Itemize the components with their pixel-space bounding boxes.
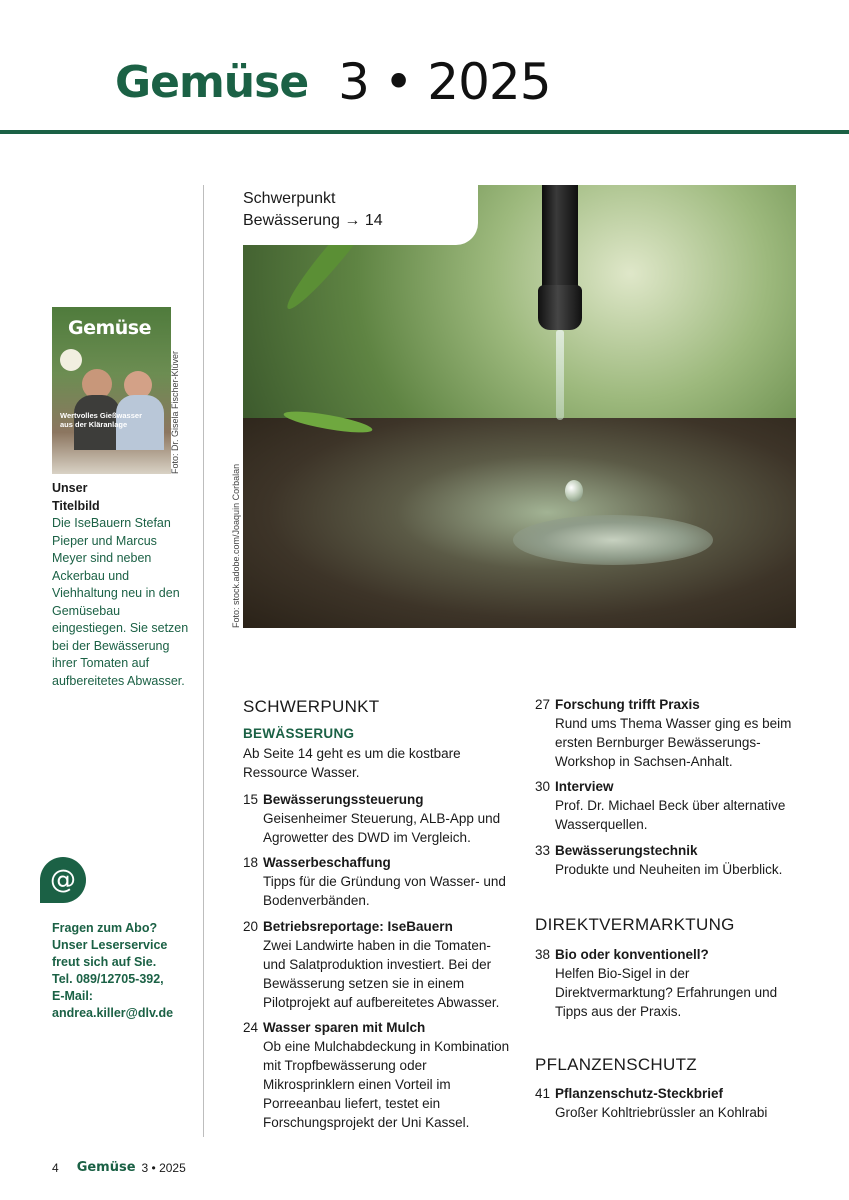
section-heading-pflanzenschutz: PFLANZENSCHUTZ [535,1055,697,1074]
subheading-bewaesserung: BEWÄSSERUNG [243,726,355,741]
toc-page-number: 24 [243,1020,259,1035]
header-rule [0,130,849,134]
cover-badge [60,349,82,371]
magazine-logo: Gemüse [115,56,309,108]
toc-entry-title: Pflanzenschutz-Steckbrief [555,1086,724,1101]
page-number: 4 [52,1160,59,1175]
toc-entry-title: Bewässerungssteuerung [263,792,424,807]
toc-entry-title: Interview [555,779,614,794]
focus-label[interactable] [243,185,478,245]
focus-label-line: Bewässerung → 14 [243,212,383,229]
cover-photo-credit: Foto: Dr. Gisela Fischer-Klüver [170,350,180,474]
toc-entry[interactable] [243,853,513,910]
service-email-link[interactable]: andrea.killer@dlv.de [52,1006,174,1020]
toc-entry-description: Ob eine Mulchabdeckung in Kombination mit Tropfbewässerung oder Mikrosprinklern einen Vorteil im Porreeanbau liefert, testet ein Forschungsprojekt der Uni Kassel. [263,1039,510,1130]
service-line: Unser Leserservice [52,938,168,952]
hero-photo-credit: Foto: stock.adobe.com/Joaquin Corbalan [231,463,241,628]
photo-puddle [513,515,713,565]
caption-title-line: Unser [52,481,88,495]
toc-entry-description: Helfen Bio-Sigel in der Direktvermarktung? Erfahrungen und Tipps aus der Praxis. [555,966,778,1019]
toc-entry[interactable] [243,790,513,847]
service-line: freut sich auf Sie. [52,955,157,969]
toc-page-number: 30 [535,779,551,794]
toc-entry-description: Prof. Dr. Michael Beck über alternative Wasserquellen. [555,798,786,832]
photo-drip-nozzle [538,285,582,330]
toc-page-number: 33 [535,843,551,858]
toc-entry-description: Produkte und Neuheiten im Überblick. [555,862,783,877]
cover-logo: Gemüse [68,317,152,339]
toc-entry[interactable] [535,841,805,879]
reader-service-block [52,920,202,1022]
section-intro: Ab Seite 14 geht es um die kostbare Ressource Wasser. [243,746,461,780]
caption-text: Die IseBauern Stefan Pieper und Marcus Meyer sind neben Ackerbau und Viehhaltung neu in den Gemüsebau eingestiegen. Sie setzen bei der Bewässerung ihrer Tomaten auf aufbereitetes Abwasser. [52,516,189,688]
toc-entry-title: Bio oder konventionell? [555,947,709,962]
cover-teaser: Wertvolles Gießwasser aus der Kläranlage [60,411,142,429]
photo-soil [243,418,796,628]
caption-title-line: Titelbild [52,498,100,513]
issue-number: 3 • 2025 [338,53,551,111]
toc-entry-description: Rund ums Thema Wasser ging es beim ersten Bernburger Bewässerungs-Workshop in Sachsen-Anhalt. [555,716,792,769]
toc-entry[interactable] [535,777,805,834]
service-line: Fragen zum Abo? [52,921,158,935]
service-line: E-Mail: [52,989,93,1003]
toc-entry-description: Großer Kohltriebrüssler an Kohlrabi [555,1105,768,1120]
cover-thumbnail [52,307,171,474]
page-footer [52,1160,186,1175]
toc-entry-description: Zwei Landwirte haben in die Tomaten- und Salatproduktion investiert. Bei der Bewässerung setzen sie in einem Pilotprojekt auf aufbereitetes Abwasser. [263,938,500,1010]
section-heading-schwerpunkt: SCHWERPUNKT [243,697,380,716]
toc-entry-title: Wasser sparen mit Mulch [263,1020,426,1035]
photo-water-drop [565,480,583,502]
toc-entry-description: Tipps für die Gründung von Wasser- und Bodenverbänden. [263,874,506,908]
toc-entry[interactable] [243,917,513,1012]
hero-photo [243,185,796,628]
toc-entry[interactable] [243,1018,513,1132]
toc-entry-title: Betriebsreportage: IseBauern [263,919,453,934]
photo-water-stream [556,330,564,420]
toc-page-number: 15 [243,792,259,807]
footer-logo: Gemüse [76,1160,136,1175]
section-heading-direktvermarktung: DIREKTVERMARKTUNG [535,915,735,934]
toc-page-number: 20 [243,919,259,934]
footer-issue: 3 • 2025 [141,1160,186,1175]
toc-page-number: 18 [243,855,259,870]
focus-label-line: Schwerpunkt [243,190,336,207]
column-divider [203,185,204,1137]
toc-entry[interactable] [535,695,805,771]
toc-page-number: 41 [535,1086,551,1101]
toc-entry[interactable] [535,1084,805,1122]
toc-entry-title: Forschung trifft Praxis [555,697,700,712]
toc-entry-description: Geisenheimer Steuerung, ALB-App und Agrowetter des DWD im Vergleich. [263,811,501,845]
service-phone: Tel. 089/12705-392, [52,972,164,986]
toc-entry-title: Wasserbeschaffung [263,855,391,870]
at-sign-icon: @ [40,857,86,903]
toc-page-number: 27 [535,697,551,712]
toc-page-number: 38 [535,947,551,962]
toc-entry[interactable] [535,945,805,1021]
toc-entry-title: Bewässerungstechnik [555,843,698,858]
masthead [115,52,551,112]
cover-caption [52,480,192,690]
